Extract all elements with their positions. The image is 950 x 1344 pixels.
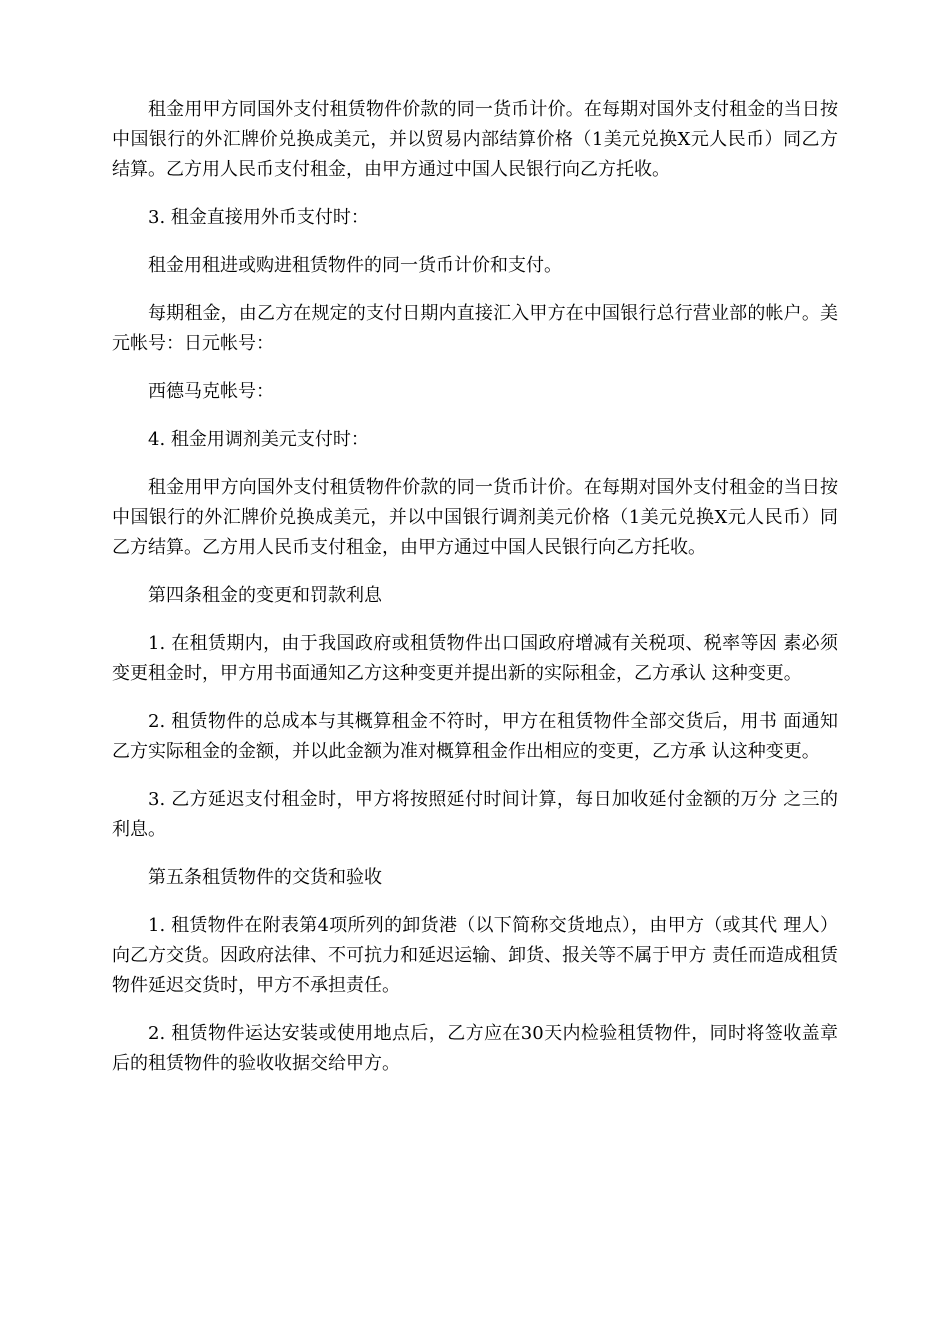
section-heading-article-5: 第五条租赁物件的交货和验收 <box>148 867 382 888</box>
paragraph-rent-pricing: 租金用租进或购进租赁物件的同一货币计价和支付。 <box>148 255 562 276</box>
paragraph-article-5-clause-1: 1. 租赁物件在附表第4项所列的卸货港（以下简称交货地点），由甲方（或其代 理人）向乙方交货。因政府法律、不可抗力和延迟运输、卸货、报关等不属于甲方 责任而造成租赁物件延迟交货时，甲方不承担责任。 <box>112 915 838 996</box>
paragraph-dm-account: 西德马克帐号： <box>148 381 274 402</box>
paragraph-article-5-clause-2: 2. 租赁物件运达安装或使用地点后，乙方应在30天内检验租赁物件，同时将签收盖章后的租赁物件的验收收据交给甲方。 <box>112 1023 838 1074</box>
paragraph-rent-adjusted-usd: 租金用甲方向国外支付租赁物件价款的同一货币计价。在每期对国外支付租金的当日按中国银行的外汇牌价兑换成美元，并以中国银行调剂美元价格（1美元兑换X元人民币）同乙方结算。乙方用人民币支付租金，由甲方通过中国人民银行向乙方托收。 <box>112 477 838 558</box>
paragraph-article-4-clause-3: 3. 乙方延迟支付租金时，甲方将按照延付时间计算，每日加收延付金额的万分 之三的利息。 <box>112 789 838 840</box>
paragraph-item-3-heading: 3. 租金直接用外币支付时： <box>148 207 369 228</box>
section-heading-article-4: 第四条租金的变更和罚款利息 <box>148 585 382 606</box>
paragraph-item-4-heading: 4. 租金用调剂美元支付时： <box>148 429 369 450</box>
paragraph-rent-currency-foreign: 租金用甲方同国外支付租赁物件价款的同一货币计价。在每期对国外支付租金的当日按中国银行的外汇牌价兑换成美元，并以贸易内部结算价格（1美元兑换X元人民币）同乙方结算。乙方用人民币支付租金，由甲方通过中国人民银行向乙方托收。 <box>112 99 838 180</box>
paragraph-article-4-clause-2: 2. 租赁物件的总成本与其概算租金不符时，甲方在租赁物件全部交货后，用书 面通知乙方实际租金的金额，并以此金额为准对概算租金作出相应的变更，乙方承 认这种变更。 <box>112 711 838 762</box>
paragraph-account-numbers: 每期租金，由乙方在规定的支付日期内直接汇入甲方在中国银行总行营业部的帐户。美元帐号：日元帐号： <box>112 303 838 354</box>
paragraph-article-4-clause-1: 1. 在租赁期内，由于我国政府或租赁物件出口国政府增减有关税项、税率等因 素必须变更租金时，甲方用书面通知乙方这种变更并提出新的实际租金，乙方承认 这种变更。 <box>112 633 838 684</box>
